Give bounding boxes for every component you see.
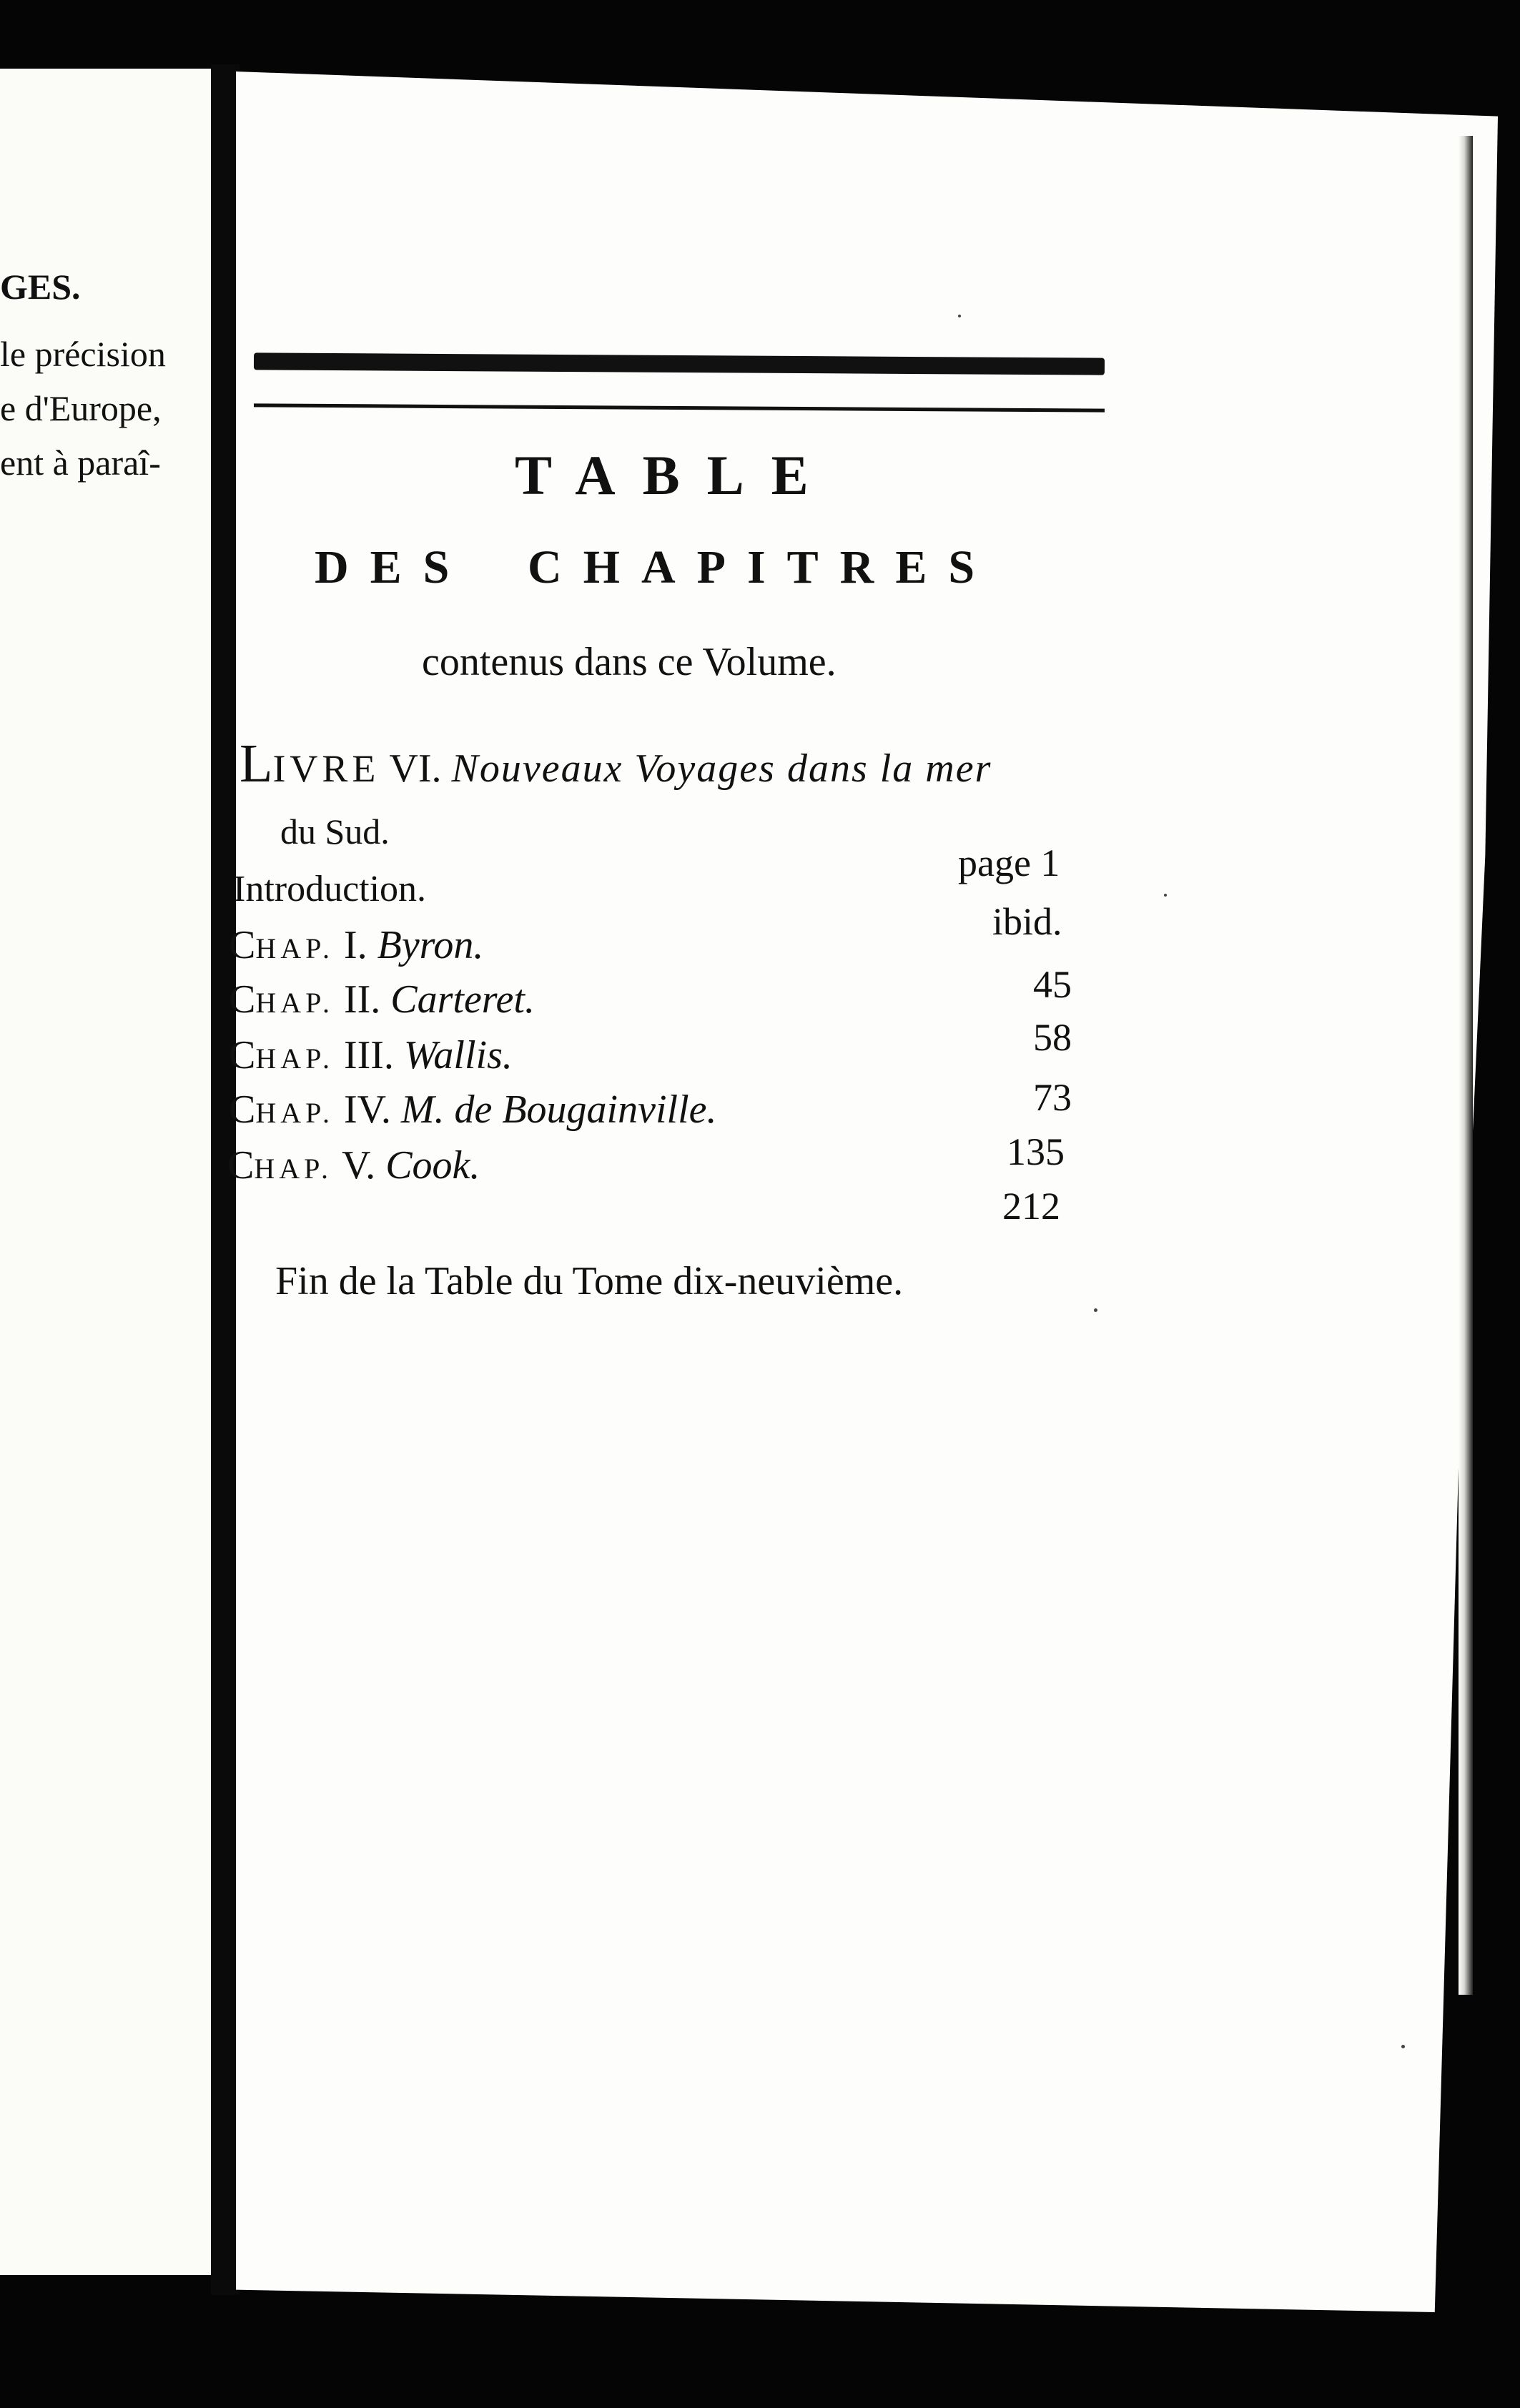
left-page-line: GES. — [0, 267, 81, 307]
livre-heading — [240, 734, 992, 794]
chapter-entry — [229, 977, 535, 1022]
livre-numeral: VI. — [389, 746, 442, 791]
chapter-page-number: 58 — [1033, 1016, 1072, 1059]
scan-speck — [958, 315, 961, 317]
page-subtitle-des: DES — [315, 541, 471, 593]
chapter-numeral: II. — [343, 977, 381, 1022]
left-page-line: le précision — [0, 334, 166, 374]
chapter-entry — [229, 925, 483, 965]
chapter-prefix-initial: C — [229, 923, 256, 967]
chapter-entry — [229, 1087, 717, 1132]
page-edge — [1459, 136, 1473, 1995]
chapter-page-number: 73 — [1033, 1076, 1072, 1119]
livre-page-number: page 1 — [958, 842, 1060, 884]
page-subtitle-chapitres: CHAPITRES — [528, 541, 997, 593]
chapter-name: M. de Bougainville. — [400, 1087, 717, 1132]
scan-speck — [1401, 2045, 1405, 2048]
chapter-numeral: V. — [341, 1143, 376, 1188]
chapter-page-number: 45 — [1033, 963, 1072, 1006]
chapter-prefix: HAP. — [255, 987, 334, 1019]
scan-speck — [1164, 894, 1167, 897]
livre-caps: IVRE — [272, 747, 380, 790]
chapter-name: Wallis. — [403, 1033, 513, 1077]
chapter-prefix-initial: C — [229, 977, 256, 1022]
chapter-prefix: HAP. — [255, 1097, 334, 1129]
page-caption: contenus dans ce Volume. — [422, 640, 837, 684]
chapter-page-number: 135 — [1007, 1130, 1065, 1173]
chapter-prefix: HAP. — [254, 1153, 332, 1185]
chapter-numeral: III. — [343, 1033, 394, 1077]
chapter-name: Byron. — [377, 923, 484, 967]
livre-initial: L — [240, 734, 273, 794]
chapter-prefix-initial: C — [229, 1033, 256, 1077]
page-title: TABLE — [515, 444, 836, 506]
chapter-prefix-initial: C — [227, 1143, 255, 1188]
scan-speck — [1094, 1308, 1097, 1312]
introduction-label: Introduction. — [233, 869, 427, 909]
previous-page-fragment — [0, 69, 211, 2275]
left-page-line: e d'Europe, — [0, 388, 162, 428]
chapter-numeral: IV. — [343, 1087, 391, 1132]
chapter-prefix-initial: C — [229, 1087, 256, 1132]
left-page-line: ent à paraî- — [0, 443, 161, 483]
chapter-page-number: 212 — [1002, 1185, 1060, 1228]
chapter-name: Cook. — [385, 1143, 480, 1188]
chapter-name: Carteret. — [390, 977, 535, 1022]
livre-title-continued: du Sud. — [280, 811, 390, 852]
livre-title: Nouveaux Voyages dans la mer — [451, 746, 992, 791]
chapter-prefix: HAP. — [255, 932, 334, 964]
introduction-page-number: ibid. — [992, 900, 1062, 943]
chapter-entry — [227, 1143, 480, 1188]
chapter-prefix: HAP. — [255, 1042, 334, 1075]
chapter-entry — [229, 1035, 513, 1075]
end-of-table-note: Fin de la Table du Tome dix-neuvième. — [275, 1259, 904, 1303]
chapter-numeral: I. — [343, 923, 367, 967]
